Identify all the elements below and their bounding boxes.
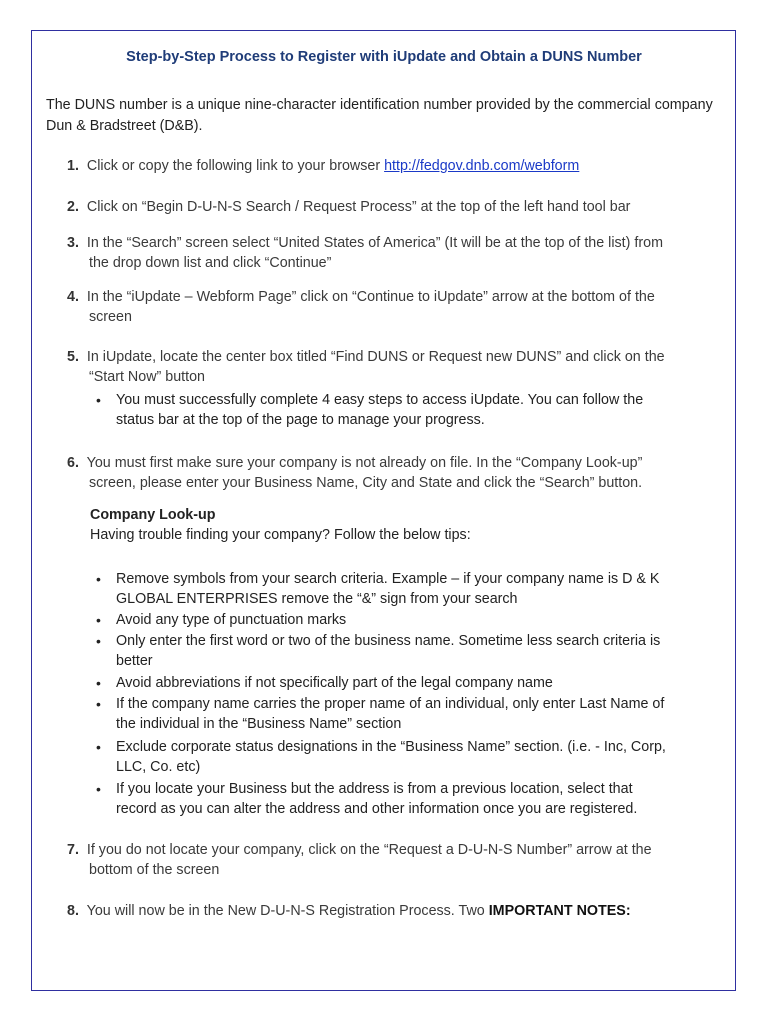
step-4 — [67, 287, 727, 327]
list-item: • Avoid abbreviations if not specifically part of the legal company name — [96, 675, 553, 691]
step-number: 5. — [67, 349, 79, 365]
step-number: 6. — [67, 455, 79, 471]
step-text: You must first make sure your company is not already on file. In the “Company Look-up” — [86, 455, 643, 471]
step-number: 1. — [67, 158, 79, 174]
list-item: • Remove symbols from your search criteria. Example – if your company name is D & K GLOBAL ENTERPRISES remove the “&” sign from your search — [96, 571, 660, 607]
bullet-icon: • — [96, 696, 101, 712]
list-item: • Avoid any type of punctuation marks — [96, 612, 347, 628]
step-number: 2. — [67, 199, 79, 215]
step-text-cont: screen, please enter your Business Name, City and State and click the “Search” button. — [89, 475, 643, 491]
list-item: • You must successfully complete 4 easy steps to access iUpdate. You can follow the status bar at the top of the page to manage your progress. — [96, 392, 644, 428]
webform-link[interactable]: http://fedgov.dnb.com/webform — [384, 158, 580, 174]
lookup-heading: Company Look-up — [90, 507, 216, 523]
important-notes-label: IMPORTANT NOTES: — [488, 903, 631, 919]
step-text-cont: screen — [89, 309, 132, 325]
bullet-icon: • — [96, 675, 101, 691]
step-text-cont: bottom of the screen — [89, 862, 220, 878]
step-2 — [67, 197, 727, 217]
step-7 — [67, 840, 727, 880]
bullet-icon: • — [96, 612, 101, 628]
step-text: In iUpdate, locate the center box titled “Find DUNS or Request new DUNS” and click on the — [86, 349, 665, 365]
list-item: • Exclude corporate status designations in the “Business Name” section. (i.e. - Inc, Corp, LLC, Co. etc) — [96, 739, 666, 775]
bullet-icon: • — [96, 392, 101, 408]
bullet-icon: • — [96, 739, 101, 755]
step-6 — [67, 453, 727, 493]
step-number: 3. — [67, 235, 79, 251]
list-item: • Only enter the first word or two of the business name. Sometime less search criteria is better — [96, 633, 661, 669]
step-5 — [67, 347, 727, 387]
step-text: You will now be in the New D-U-N-S Registration Process. Two — [86, 903, 489, 919]
list-item: • If you locate your Business but the address is from a previous location, select that record as you can alter the address and other information once you are registered. — [96, 781, 638, 817]
page-title: Step-by-Step Process to Register with iUpdate and Obtain a DUNS Number — [126, 49, 642, 65]
bullet-icon: • — [96, 781, 101, 797]
bullet-icon: • — [96, 571, 101, 587]
step-3 — [67, 233, 727, 273]
intro-paragraph: The DUNS number is a unique nine-character identification number provided by the commercial company Dun & Bradstreet (D&B). — [46, 97, 713, 134]
step-1 — [67, 156, 727, 176]
lookup-subtext: Having trouble finding your company? Follow the below tips: — [90, 527, 471, 543]
step-text-cont: “Start Now” button — [89, 369, 206, 385]
list-item: • If the company name carries the proper name of an individual, only enter Last Name of the individual in the “Business Name” section — [96, 696, 665, 732]
step-text: If you do not locate your company, click on the “Request a D-U-N-S Number” arrow at the — [86, 842, 652, 858]
step-number: 7. — [67, 842, 79, 858]
bullet-icon: • — [96, 633, 101, 649]
step-text: In the “iUpdate – Webform Page” click on “Continue to iUpdate” arrow at the bottom of the — [86, 289, 655, 305]
lookup-section — [90, 505, 471, 545]
step-number: 8. — [67, 903, 79, 919]
step-text: Click on “Begin D-U-N-S Search / Request Process” at the top of the left hand tool bar — [86, 199, 631, 215]
step-text-cont: the drop down list and click “Continue” — [89, 255, 332, 271]
step-text: Click or copy the following link to your browser — [86, 158, 385, 174]
step-text: In the “Search” screen select “United States of America” (It will be at the top of the list) from — [86, 235, 663, 251]
step-number: 4. — [67, 289, 79, 305]
step-8 — [67, 901, 727, 921]
